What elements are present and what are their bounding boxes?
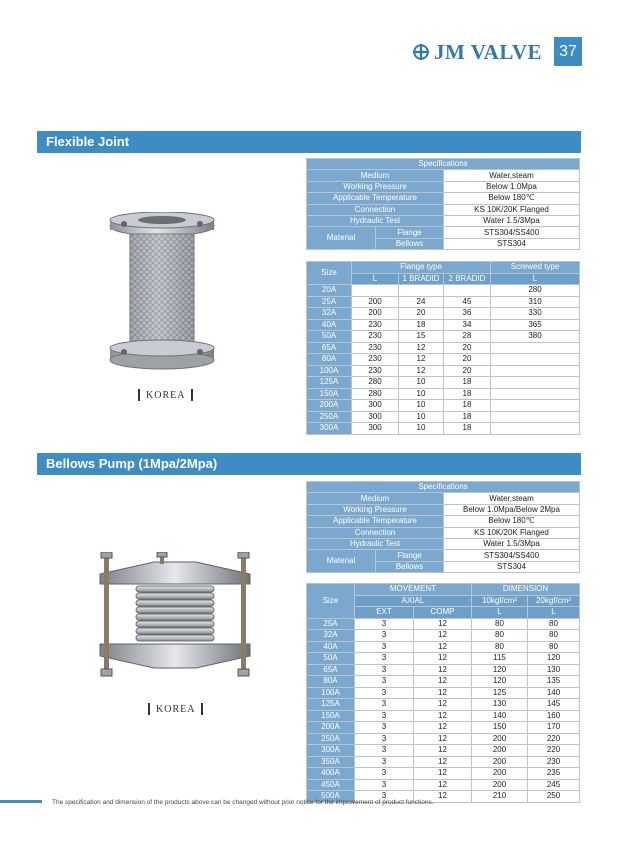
table-cell bbox=[444, 285, 491, 297]
footer-accent-line bbox=[0, 800, 42, 803]
spec-value: Water 1.5/3Mpa bbox=[444, 538, 580, 549]
flexible-joint-rows bbox=[307, 285, 580, 435]
table-cell: 20 bbox=[444, 342, 491, 354]
spec-label: Working Pressure bbox=[307, 181, 444, 192]
spec-value: Water 1.5/3Mpa bbox=[444, 215, 580, 226]
section-title-bellows-pump: Bellows Pump (1Mpa/2Mpa) bbox=[37, 453, 581, 475]
table-cell: 3 bbox=[355, 699, 414, 711]
sub-header: L bbox=[491, 273, 580, 285]
table-cell: 310 bbox=[491, 296, 580, 308]
table-row bbox=[307, 342, 580, 354]
table-cell: 300 bbox=[352, 411, 399, 423]
table-row bbox=[307, 745, 580, 757]
table-cell: 18 bbox=[444, 400, 491, 412]
table-cell: 120 bbox=[472, 664, 528, 676]
section-title-flexible-joint: Flexible Joint bbox=[37, 131, 581, 153]
size-cell: 150A bbox=[307, 710, 355, 722]
spec-label: Connection bbox=[307, 204, 444, 215]
table-row bbox=[307, 423, 580, 435]
table-cell: 3 bbox=[355, 687, 414, 699]
size-header: Size bbox=[307, 262, 352, 285]
korea-badge bbox=[147, 703, 204, 715]
table-cell: 120 bbox=[472, 676, 528, 688]
table-cell: 230 bbox=[352, 354, 399, 366]
table-cell: 365 bbox=[491, 319, 580, 331]
table-cell: 28 bbox=[444, 331, 491, 343]
pressure-20-header: 20kgf/cm² bbox=[528, 595, 580, 607]
table-cell: 3 bbox=[355, 641, 414, 653]
table-cell: 280 bbox=[352, 377, 399, 389]
sub-header: COMP bbox=[414, 607, 472, 619]
table-cell: 330 bbox=[491, 308, 580, 320]
table-cell bbox=[491, 342, 580, 354]
material-part: Flange bbox=[376, 227, 444, 238]
size-cell: 200A bbox=[307, 722, 355, 734]
spec-heading: Specifications bbox=[307, 482, 580, 493]
table-cell bbox=[352, 285, 399, 297]
material-value: STS304 bbox=[444, 561, 580, 572]
size-cell: 40A bbox=[307, 641, 355, 653]
table-row bbox=[307, 699, 580, 711]
table-row bbox=[307, 779, 580, 791]
flexible-joint-dimension-table bbox=[306, 261, 580, 435]
size-cell: 40A bbox=[307, 319, 352, 331]
table-cell: 12 bbox=[414, 653, 472, 665]
table-row bbox=[307, 687, 580, 699]
table-cell: 3 bbox=[355, 630, 414, 642]
size-cell: 32A bbox=[307, 630, 355, 642]
table-cell: 3 bbox=[355, 733, 414, 745]
table-cell: 10 bbox=[399, 400, 444, 412]
table-cell: 80 bbox=[472, 641, 528, 653]
table-cell: 12 bbox=[414, 676, 472, 688]
table-cell: 12 bbox=[399, 342, 444, 354]
table-cell: 10 bbox=[399, 423, 444, 435]
spec-value: KS 10K/20K Flanged bbox=[444, 527, 580, 538]
table-row bbox=[307, 733, 580, 745]
table-cell: 12 bbox=[414, 699, 472, 711]
table-cell: 10 bbox=[399, 411, 444, 423]
bellows-pump-spec-table bbox=[306, 481, 580, 573]
table-cell: 125 bbox=[472, 687, 528, 699]
size-cell: 125A bbox=[307, 699, 355, 711]
spec-label: Applicable Temperature bbox=[307, 193, 444, 204]
table-cell: 280 bbox=[352, 388, 399, 400]
table-cell: 12 bbox=[414, 768, 472, 780]
table-cell: 220 bbox=[528, 733, 580, 745]
table-row bbox=[307, 285, 580, 297]
bellows-pump-rows bbox=[307, 618, 580, 802]
badge-bar-right bbox=[191, 389, 193, 401]
table-cell: 20 bbox=[399, 308, 444, 320]
sub-header: 2 BRADID bbox=[444, 273, 491, 285]
bellows-pump-image bbox=[96, 552, 254, 678]
table-cell: 18 bbox=[444, 411, 491, 423]
footer-note: The specification and dimension of the products above can be changed without prior notice for the improvement of product functions. bbox=[52, 799, 434, 806]
table-row bbox=[307, 653, 580, 665]
table-cell: 170 bbox=[528, 722, 580, 734]
table-row bbox=[307, 676, 580, 688]
table-row bbox=[307, 411, 580, 423]
table-cell: 200 bbox=[352, 308, 399, 320]
table-cell: 12 bbox=[399, 365, 444, 377]
sub-header: 1 BRADID bbox=[399, 273, 444, 285]
table-cell: 3 bbox=[355, 722, 414, 734]
table-cell: 235 bbox=[528, 768, 580, 780]
table-cell: 145 bbox=[528, 699, 580, 711]
size-cell: 100A bbox=[307, 687, 355, 699]
table-cell: 34 bbox=[444, 319, 491, 331]
size-cell: 100A bbox=[307, 365, 352, 377]
spec-label: Connection bbox=[307, 527, 444, 538]
table-cell: 3 bbox=[355, 779, 414, 791]
table-row bbox=[307, 377, 580, 389]
sub-header: L bbox=[528, 607, 580, 619]
spec-value: Water,steam bbox=[444, 170, 580, 181]
table-row bbox=[307, 710, 580, 722]
table-cell: 3 bbox=[355, 676, 414, 688]
table-row bbox=[307, 664, 580, 676]
table-cell: 80 bbox=[528, 618, 580, 630]
size-cell: 32A bbox=[307, 308, 352, 320]
table-cell: 130 bbox=[472, 699, 528, 711]
table-cell: 3 bbox=[355, 664, 414, 676]
table-cell: 18 bbox=[444, 388, 491, 400]
size-cell: 500A bbox=[307, 791, 355, 803]
material-value: STS304/SS400 bbox=[444, 550, 580, 561]
table-cell: 18 bbox=[444, 377, 491, 389]
table-cell: 380 bbox=[491, 331, 580, 343]
flange-type-header: Flange type bbox=[352, 262, 491, 274]
table-cell: 230 bbox=[352, 331, 399, 343]
table-cell: 24 bbox=[399, 296, 444, 308]
table-cell: 140 bbox=[472, 710, 528, 722]
table-cell: 115 bbox=[472, 653, 528, 665]
size-cell: 65A bbox=[307, 342, 352, 354]
spec-value: Below 1.0Mpa/Below 2Mpa bbox=[444, 504, 580, 515]
table-row bbox=[307, 296, 580, 308]
table-cell: 12 bbox=[414, 791, 472, 803]
table-row bbox=[307, 354, 580, 366]
size-cell: 350A bbox=[307, 756, 355, 768]
size-cell: 300A bbox=[307, 423, 352, 435]
table-row bbox=[307, 768, 580, 780]
size-cell: 50A bbox=[307, 653, 355, 665]
spec-value: Water,steam bbox=[444, 493, 580, 504]
table-cell: 245 bbox=[528, 779, 580, 791]
table-row bbox=[307, 722, 580, 734]
table-cell: 3 bbox=[355, 710, 414, 722]
spec-value: Below 180℃ bbox=[444, 516, 580, 527]
table-cell: 12 bbox=[414, 641, 472, 653]
pressure-10-header: 10kgf/cm² bbox=[472, 595, 528, 607]
table-cell: 80 bbox=[528, 641, 580, 653]
spec-heading: Specifications bbox=[307, 159, 580, 170]
table-cell: 200 bbox=[472, 756, 528, 768]
table-cell: 12 bbox=[414, 618, 472, 630]
material-value: STS304/SS400 bbox=[444, 227, 580, 238]
table-cell: 160 bbox=[528, 710, 580, 722]
table-cell: 3 bbox=[355, 756, 414, 768]
flexible-joint-spec-table bbox=[306, 158, 580, 250]
table-row bbox=[307, 319, 580, 331]
material-label: Material bbox=[307, 227, 376, 250]
table-cell: 12 bbox=[414, 745, 472, 757]
table-cell: 220 bbox=[528, 745, 580, 757]
table-cell bbox=[399, 285, 444, 297]
table-cell bbox=[491, 365, 580, 377]
table-cell: 200 bbox=[352, 296, 399, 308]
movement-header: MOVEMENT bbox=[355, 584, 472, 596]
sub-header: L bbox=[352, 273, 399, 285]
table-cell: 3 bbox=[355, 653, 414, 665]
table-cell: 20 bbox=[444, 354, 491, 366]
table-cell: 280 bbox=[491, 285, 580, 297]
table-cell: 230 bbox=[352, 365, 399, 377]
brand-name: JM VALVE bbox=[434, 39, 543, 64]
size-cell: 300A bbox=[307, 745, 355, 757]
korea-badge bbox=[137, 389, 194, 401]
table-cell: 3 bbox=[355, 791, 414, 803]
spec-value: KS 10K/20K Flanged bbox=[444, 204, 580, 215]
table-cell: 230 bbox=[352, 342, 399, 354]
table-cell: 200 bbox=[472, 768, 528, 780]
spec-label: Hydraulic Test bbox=[307, 538, 444, 549]
table-cell: 80 bbox=[472, 618, 528, 630]
size-cell: 80A bbox=[307, 676, 355, 688]
table-cell: 15 bbox=[399, 331, 444, 343]
spec-label: Medium bbox=[307, 170, 444, 181]
table-cell bbox=[491, 423, 580, 435]
table-row bbox=[307, 365, 580, 377]
table-cell: 135 bbox=[528, 676, 580, 688]
table-cell bbox=[491, 388, 580, 400]
axial-header: AXIAL bbox=[355, 595, 472, 607]
dimension-header: DIMENSION bbox=[472, 584, 580, 596]
badge-bar-left bbox=[138, 389, 140, 401]
size-cell: 65A bbox=[307, 664, 355, 676]
table-cell: 230 bbox=[352, 319, 399, 331]
table-cell: 200 bbox=[472, 745, 528, 757]
spec-value: Below 1.0Mpa bbox=[444, 181, 580, 192]
table-cell bbox=[491, 400, 580, 412]
korea-label: KOREA bbox=[146, 389, 186, 401]
page-number: 37 bbox=[554, 37, 582, 66]
size-cell: 450A bbox=[307, 779, 355, 791]
table-cell: 3 bbox=[355, 745, 414, 757]
sub-header: EXT bbox=[355, 607, 414, 619]
table-cell: 210 bbox=[472, 791, 528, 803]
size-cell: 200A bbox=[307, 400, 352, 412]
table-cell: 12 bbox=[414, 733, 472, 745]
table-cell: 10 bbox=[399, 388, 444, 400]
spec-label: Working Pressure bbox=[307, 504, 444, 515]
jm-valve-logo-icon bbox=[412, 43, 430, 61]
table-cell bbox=[491, 354, 580, 366]
table-cell bbox=[491, 411, 580, 423]
table-row bbox=[307, 641, 580, 653]
table-row bbox=[307, 756, 580, 768]
brand-logo bbox=[412, 39, 542, 65]
table-row bbox=[307, 388, 580, 400]
size-header: Size bbox=[307, 584, 355, 619]
table-cell: 45 bbox=[444, 296, 491, 308]
table-cell: 12 bbox=[414, 630, 472, 642]
table-row bbox=[307, 308, 580, 320]
table-cell: 130 bbox=[528, 664, 580, 676]
size-cell: 20A bbox=[307, 285, 352, 297]
bellows-convolutions bbox=[136, 586, 214, 641]
table-cell: 12 bbox=[414, 710, 472, 722]
table-cell: 12 bbox=[414, 664, 472, 676]
size-cell: 250A bbox=[307, 733, 355, 745]
material-value: STS304 bbox=[444, 238, 580, 249]
size-cell: 150A bbox=[307, 388, 352, 400]
spec-label: Hydraulic Test bbox=[307, 215, 444, 226]
screwed-type-header: Screwed type bbox=[491, 262, 580, 274]
table-cell bbox=[491, 377, 580, 389]
badge-bar-right bbox=[201, 703, 203, 715]
table-cell: 120 bbox=[528, 653, 580, 665]
material-part: Flange bbox=[376, 550, 444, 561]
size-cell: 80A bbox=[307, 354, 352, 366]
table-cell: 250 bbox=[528, 791, 580, 803]
table-cell: 300 bbox=[352, 423, 399, 435]
table-cell: 12 bbox=[414, 687, 472, 699]
table-cell: 80 bbox=[472, 630, 528, 642]
material-part: Bellows bbox=[376, 561, 444, 572]
table-row bbox=[307, 331, 580, 343]
material-part: Bellows bbox=[376, 238, 444, 249]
table-cell: 300 bbox=[352, 400, 399, 412]
size-cell: 50A bbox=[307, 331, 352, 343]
table-cell: 10 bbox=[399, 377, 444, 389]
size-cell: 25A bbox=[307, 296, 352, 308]
table-cell: 12 bbox=[414, 722, 472, 734]
sub-header: L bbox=[472, 607, 528, 619]
spec-label: Applicable Temperature bbox=[307, 516, 444, 527]
table-cell: 140 bbox=[528, 687, 580, 699]
size-cell: 125A bbox=[307, 377, 352, 389]
flexible-joint-image bbox=[102, 212, 222, 372]
spec-label: Medium bbox=[307, 493, 444, 504]
size-cell: 250A bbox=[307, 411, 352, 423]
table-row bbox=[307, 400, 580, 412]
table-cell: 36 bbox=[444, 308, 491, 320]
table-cell: 80 bbox=[528, 630, 580, 642]
badge-bar-left bbox=[148, 703, 150, 715]
size-cell: 25A bbox=[307, 618, 355, 630]
table-cell: 3 bbox=[355, 618, 414, 630]
table-cell: 20 bbox=[444, 365, 491, 377]
table-cell: 18 bbox=[399, 319, 444, 331]
table-cell: 150 bbox=[472, 722, 528, 734]
table-cell: 200 bbox=[472, 733, 528, 745]
material-label: Material bbox=[307, 550, 376, 573]
korea-label: KOREA bbox=[156, 703, 196, 715]
table-cell: 12 bbox=[414, 756, 472, 768]
table-row bbox=[307, 630, 580, 642]
table-cell: 230 bbox=[528, 756, 580, 768]
table-cell: 200 bbox=[472, 779, 528, 791]
table-row bbox=[307, 618, 580, 630]
size-cell: 400A bbox=[307, 768, 355, 780]
spec-value: Below 180℃ bbox=[444, 193, 580, 204]
table-cell: 18 bbox=[444, 423, 491, 435]
table-cell: 12 bbox=[399, 354, 444, 366]
table-cell: 12 bbox=[414, 779, 472, 791]
bellows-pump-dimension-table bbox=[306, 583, 580, 803]
table-cell: 3 bbox=[355, 768, 414, 780]
